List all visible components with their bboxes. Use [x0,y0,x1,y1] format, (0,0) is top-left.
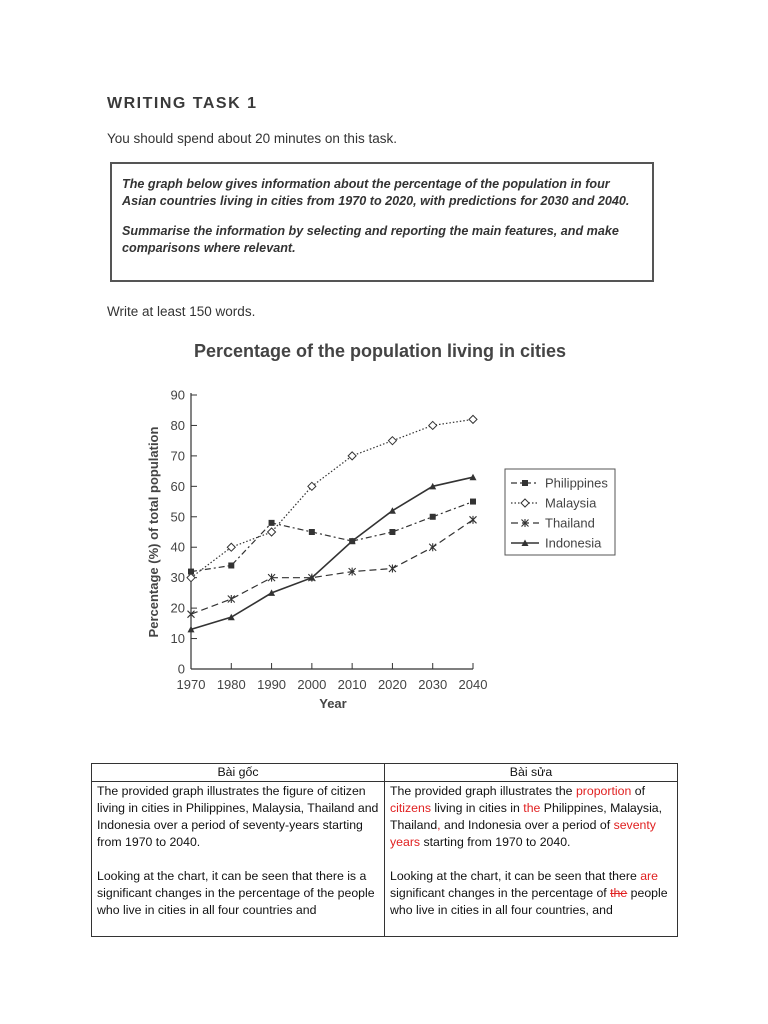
y-axis-label: Percentage (%) of total population [146,426,161,638]
data-point [228,614,235,621]
x-tick-label: 2010 [337,677,367,692]
text-segment: Philippines, Malaysia, Thailand [390,801,663,832]
y-tick-label: 30 [170,570,185,586]
revised-paragraph-2 [390,868,672,919]
correction: seventy years [390,818,656,849]
x-tick-label: 2040 [458,677,488,692]
task-summary-instruction: Summarise the information by selecting and reporting the main features, and make comparisons where relevant. [122,224,619,255]
original-essay-cell [92,782,385,937]
series-line [191,419,473,577]
text-segment: starting from 1970 to 2040. [420,835,571,849]
data-point [268,528,276,536]
series-line [191,502,473,572]
chart-series [187,415,477,632]
legend-entry [511,536,602,551]
legend-label: Indonesia [545,535,602,551]
y-tick-label: 90 [170,387,185,403]
y-tick-label: 40 [170,539,185,555]
x-tick-label: 2020 [377,677,407,692]
x-tick-label: 1980 [216,677,246,692]
text-segment: Looking at the chart, it can be seen that there [390,869,641,883]
original-paragraph-2: Looking at the chart, it can be seen that there is a significant changes in the percentage of the people who live in cities in all four countries and [97,869,375,917]
header-original: Bài gốc [92,764,385,782]
data-point [470,499,476,505]
legend-entry [511,476,608,491]
chart-title: Percentage of the population living in cities [193,341,567,361]
text-segment: living in cities in [431,801,524,815]
chart-ticks [171,388,488,693]
legend-entry [511,496,597,511]
y-tick-label: 50 [170,509,185,525]
text-segment: significant changes in the percentage of [390,886,611,900]
deletion: the [610,886,628,900]
original-paragraph-1: The provided graph illustrates the figure of citizen living in cities in Philippines, Malaysia, Thailand and Indonesia over a period of seventy-years starting from 1970 to 2040. [97,784,379,849]
data-point [269,520,275,526]
x-tick-label: 2030 [418,677,448,692]
x-tick-label: 2000 [297,677,327,692]
y-tick-label: 60 [170,478,185,494]
correction: the [523,801,541,815]
x-axis-label: Year [319,696,347,711]
data-point [522,480,528,486]
word-count-instruction: Write at least 150 words. [107,304,256,319]
data-point [228,595,235,603]
task-heading: WRITING TASK 1 [107,95,258,112]
data-point [470,516,477,524]
data-point [188,610,195,618]
y-tick-label: 0 [177,661,185,677]
correction: citizens [390,801,432,815]
legend-entry [511,516,595,531]
text-segment: people who live in cities in all four countries, and [390,886,668,917]
task-prompt-box [110,162,654,282]
series-philippines [188,499,476,575]
y-tick-label: 10 [170,631,185,647]
text-segment: of [631,784,645,798]
revised-paragraph-1 [390,783,672,851]
series-malaysia [187,415,477,581]
comparison-table [91,763,678,937]
legend-label: Thailand [545,515,595,531]
x-tick-label: 1970 [176,677,206,692]
task-description: The graph below gives information about the percentage of the population in four Asian countries living in cities from 1970 to 2020, with predictions for 2030 and 2040. [122,177,630,208]
data-point [309,529,315,535]
x-tick-label: 1990 [257,677,287,692]
data-point [389,529,395,535]
chart-axes [191,393,473,669]
y-tick-label: 80 [170,417,185,433]
data-point [388,437,396,445]
header-revised: Bài sửa [385,764,678,782]
text-segment: and Indonesia over a period of [440,818,614,832]
data-point [389,507,396,514]
data-point [429,543,436,551]
line-chart [100,330,640,715]
chart-legend [505,469,615,555]
data-point [429,421,437,429]
series-line [191,477,473,629]
data-point [348,452,356,460]
y-tick-label: 70 [170,448,185,464]
data-point [228,562,234,568]
data-point [521,499,529,507]
legend-label: Philippines [545,475,608,491]
correction: are [640,869,658,883]
correction: , [437,818,441,832]
series-indonesia [188,474,477,633]
legend-label: Malaysia [545,495,597,511]
time-instruction: You should spend about 20 minutes on this task. [107,131,397,146]
y-tick-label: 20 [170,600,185,616]
data-point [469,415,477,423]
revised-essay-cell [385,782,678,937]
correction: proportion [575,784,632,798]
data-point [430,514,436,520]
text-segment: The provided graph illustrates the [390,784,576,798]
data-point [389,565,396,573]
